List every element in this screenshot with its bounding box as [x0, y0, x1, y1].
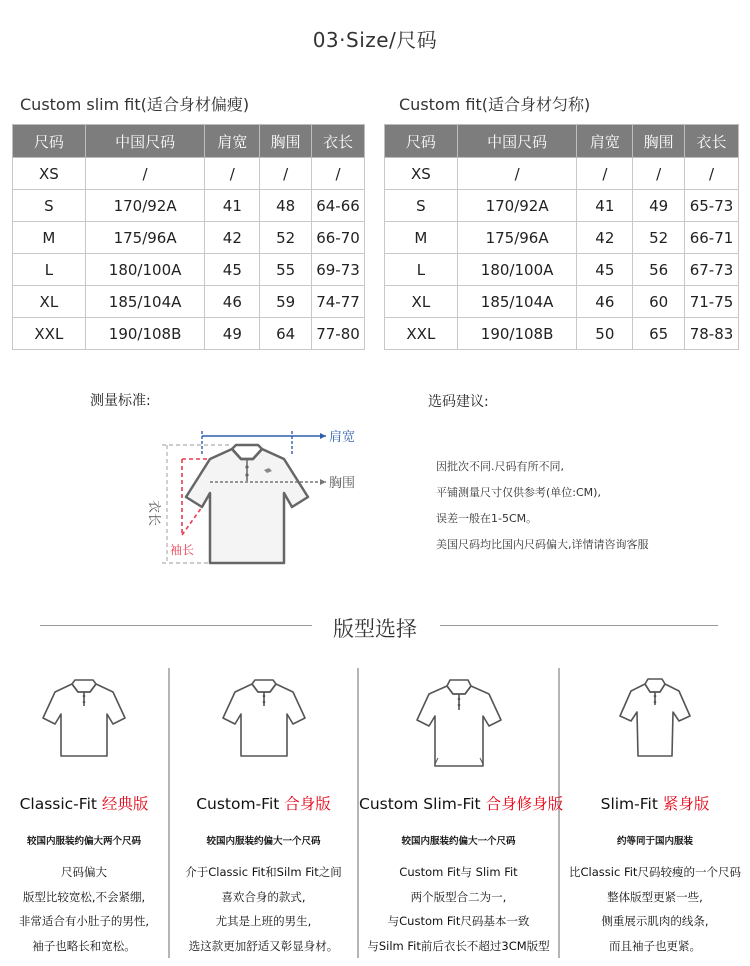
table-row: [385, 222, 739, 254]
table-row: [13, 318, 365, 350]
fit-name-en: Custom-Fit: [196, 795, 285, 813]
measure-shirt-icon: [186, 445, 308, 563]
table-cell: 175/96A: [457, 222, 577, 254]
table-cell: 71-75: [685, 286, 739, 318]
fit-description-line: 整体版型更紧一些,: [607, 889, 703, 904]
table-cell: 65-73: [685, 190, 739, 222]
table-cell: 60: [633, 286, 685, 318]
fit-description-line: 与Custom Fit尺码基本一致: [387, 914, 530, 928]
slim-table-body: [13, 158, 365, 350]
fit-subtitle: 较国内服装约偏大一个尺码: [401, 836, 516, 847]
fit-name: [0, 792, 168, 814]
fit-description-line: 选这款更加舒适又彰显身材。: [188, 938, 339, 953]
fit-description-line: 尤其是上班的男生,: [215, 914, 312, 928]
table-cell: XXL: [385, 318, 458, 350]
fit-description-line: 与Silm Fit前后衣长不超过3CM版型: [367, 938, 550, 953]
table-cell: 74-77: [312, 286, 365, 318]
header-cell: 尺码: [13, 125, 86, 158]
slim-table-caption: Custom slim fit(适合身材偏瘦): [20, 95, 250, 114]
header-cell: 中国尺码: [457, 125, 577, 158]
table-cell: 41: [577, 190, 633, 222]
table-cell: 42: [205, 222, 260, 254]
fit-description: [170, 860, 357, 958]
fit-description-line: 介于Classic Fit和Silm Fit之间: [185, 865, 342, 879]
table-row: [13, 158, 365, 190]
header-cell: 胸围: [633, 125, 685, 158]
table-cell: 64-66: [312, 190, 365, 222]
table-cell: 56: [633, 254, 685, 286]
table-cell: 77-80: [312, 318, 365, 350]
table-cell: 64: [260, 318, 312, 350]
fit-subtitle: 较国内服装约偏大两个尺码: [26, 836, 141, 847]
table-row: [13, 222, 365, 254]
advice-line: 因批次不同.尺码有所不同,: [436, 460, 564, 473]
fit-description: [0, 860, 168, 958]
table-cell: /: [577, 158, 633, 190]
table-cell: 180/100A: [457, 254, 577, 286]
polo-shirt-icon: [615, 674, 695, 764]
table-cell: 190/108B: [85, 318, 205, 350]
header-cell: 胸围: [260, 125, 312, 158]
table-cell: /: [633, 158, 685, 190]
fit-column: [170, 668, 357, 958]
table-cell: 190/108B: [457, 318, 577, 350]
table-cell: 185/104A: [457, 286, 577, 318]
table-cell: 41: [205, 190, 260, 222]
table-cell: /: [205, 158, 260, 190]
table-row: [13, 254, 365, 286]
fit-description: [560, 860, 750, 958]
table-cell: 42: [577, 222, 633, 254]
fit-column: [0, 668, 168, 958]
table-row: [385, 254, 739, 286]
table-cell: 46: [577, 286, 633, 318]
table-row: [385, 286, 739, 318]
length-label: 衣长: [146, 500, 161, 527]
table-cell: XL: [13, 286, 86, 318]
fit-name-cn: 合身版: [284, 795, 331, 813]
slim-size-table: [12, 124, 365, 350]
fit-column: [560, 668, 750, 958]
fit-name: [560, 792, 750, 814]
advice-line: 误差一般在1-5CM。: [436, 512, 538, 525]
advice-title: 选码建议:: [428, 394, 489, 410]
table-cell: /: [260, 158, 312, 190]
custom-table-caption: Custom fit(适合身材匀称): [399, 95, 591, 114]
polo-shirt-icon: [221, 674, 307, 764]
custom-size-table: [384, 124, 739, 350]
table-cell: 45: [577, 254, 633, 286]
table-header-row: [13, 125, 365, 158]
table-cell: XS: [385, 158, 458, 190]
header-cell: 中国尺码: [85, 125, 205, 158]
table-cell: 45: [205, 254, 260, 286]
fit-name-cn: 合身修身版: [485, 795, 564, 813]
table-cell: /: [685, 158, 739, 190]
table-cell: 175/96A: [85, 222, 205, 254]
table-cell: 55: [260, 254, 312, 286]
fit-description-line: 非常适合有小肚子的男性,: [18, 914, 150, 928]
header-cell: 肩宽: [205, 125, 260, 158]
fit-column: [359, 668, 564, 958]
table-row: [13, 286, 365, 318]
table-cell: 50: [577, 318, 633, 350]
table-cell: /: [85, 158, 205, 190]
divider-right: [440, 625, 718, 626]
fit-description-line: 而且袖子也更紧。: [609, 938, 701, 953]
fit-name: [359, 792, 564, 814]
fit-description-line: 喜欢合身的款式,: [221, 889, 306, 904]
table-cell: 65: [633, 318, 685, 350]
table-cell: L: [13, 254, 86, 286]
custom-table-body: [385, 158, 739, 350]
table-row: [385, 318, 739, 350]
fit-name-cn: 紧身版: [662, 795, 710, 813]
advice-text: [436, 454, 649, 558]
header-cell: 肩宽: [577, 125, 633, 158]
table-header-row: [385, 125, 739, 158]
header-cell: 衣长: [312, 125, 365, 158]
table-cell: L: [385, 254, 458, 286]
table-cell: 52: [260, 222, 312, 254]
page-title: 03·Size/尺码: [312, 28, 438, 52]
table-cell: XS: [13, 158, 86, 190]
table-cell: 67-73: [685, 254, 739, 286]
table-cell: 49: [633, 190, 685, 222]
fit-name-cn: 经典版: [101, 795, 149, 813]
table-cell: 52: [633, 222, 685, 254]
polo-shirt-icon: [41, 674, 127, 764]
table-cell: S: [13, 190, 86, 222]
style-section-title: 版型选择: [333, 617, 417, 641]
table-cell: 69-73: [312, 254, 365, 286]
table-cell: 185/104A: [85, 286, 205, 318]
fit-name: [170, 792, 357, 814]
fit-subtitle: 较国内服装约偏大一个尺码: [206, 836, 321, 847]
advice-line: 美国尺码均比国内尺码偏大,详情请咨询客服: [436, 538, 649, 551]
header-cell: 衣长: [685, 125, 739, 158]
table-cell: XXL: [13, 318, 86, 350]
table-cell: 59: [260, 286, 312, 318]
table-cell: 170/92A: [457, 190, 577, 222]
fit-description-line: 两个版型合二为一,: [410, 889, 507, 904]
table-cell: 48: [260, 190, 312, 222]
polo-shirt-icon: [414, 674, 504, 778]
table-cell: 66-70: [312, 222, 365, 254]
shoulder-label: 肩宽: [329, 430, 356, 445]
table-cell: XL: [385, 286, 458, 318]
fit-name-en: Classic-Fit: [19, 795, 102, 813]
chest-label: 胸围: [329, 476, 356, 491]
fit-description: [359, 860, 558, 958]
fit-description-line: 版型比较宽松,不会紧绷,: [22, 889, 146, 904]
table-cell: M: [13, 222, 86, 254]
header-cell: 尺码: [385, 125, 458, 158]
table-cell: 49: [205, 318, 260, 350]
measure-diagram: [140, 415, 380, 575]
table-cell: 170/92A: [85, 190, 205, 222]
table-cell: 46: [205, 286, 260, 318]
table-cell: S: [385, 190, 458, 222]
table-cell: /: [312, 158, 365, 190]
table-row: [385, 190, 739, 222]
table-cell: M: [385, 222, 458, 254]
measure-title: 测量标准:: [90, 393, 151, 409]
sleeve-label: 袖长: [170, 543, 195, 557]
fit-name-en: Slim-Fit: [600, 795, 663, 813]
fit-name-en: Custom Slim-Fit: [359, 795, 486, 813]
fit-description-line: 侧重展示肌肉的线条,: [601, 914, 709, 928]
table-cell: 180/100A: [85, 254, 205, 286]
fit-description-line: Custom Fit与 Slim Fit: [399, 865, 518, 879]
fit-description-line: 袖子也略长和宽松。: [32, 938, 136, 953]
fit-description-line: 比Classic Fit尺码较瘦的一个尺码: [569, 865, 741, 879]
advice-line: 平铺测量尺寸仅供参考(单位:CM),: [436, 486, 601, 499]
fit-description-line: 尺码偏大: [61, 865, 107, 879]
table-row: [13, 190, 365, 222]
table-row: [385, 158, 739, 190]
table-cell: 66-71: [685, 222, 739, 254]
table-cell: 78-83: [685, 318, 739, 350]
table-cell: /: [457, 158, 577, 190]
fit-subtitle: 约等同于国内服装: [616, 836, 693, 847]
